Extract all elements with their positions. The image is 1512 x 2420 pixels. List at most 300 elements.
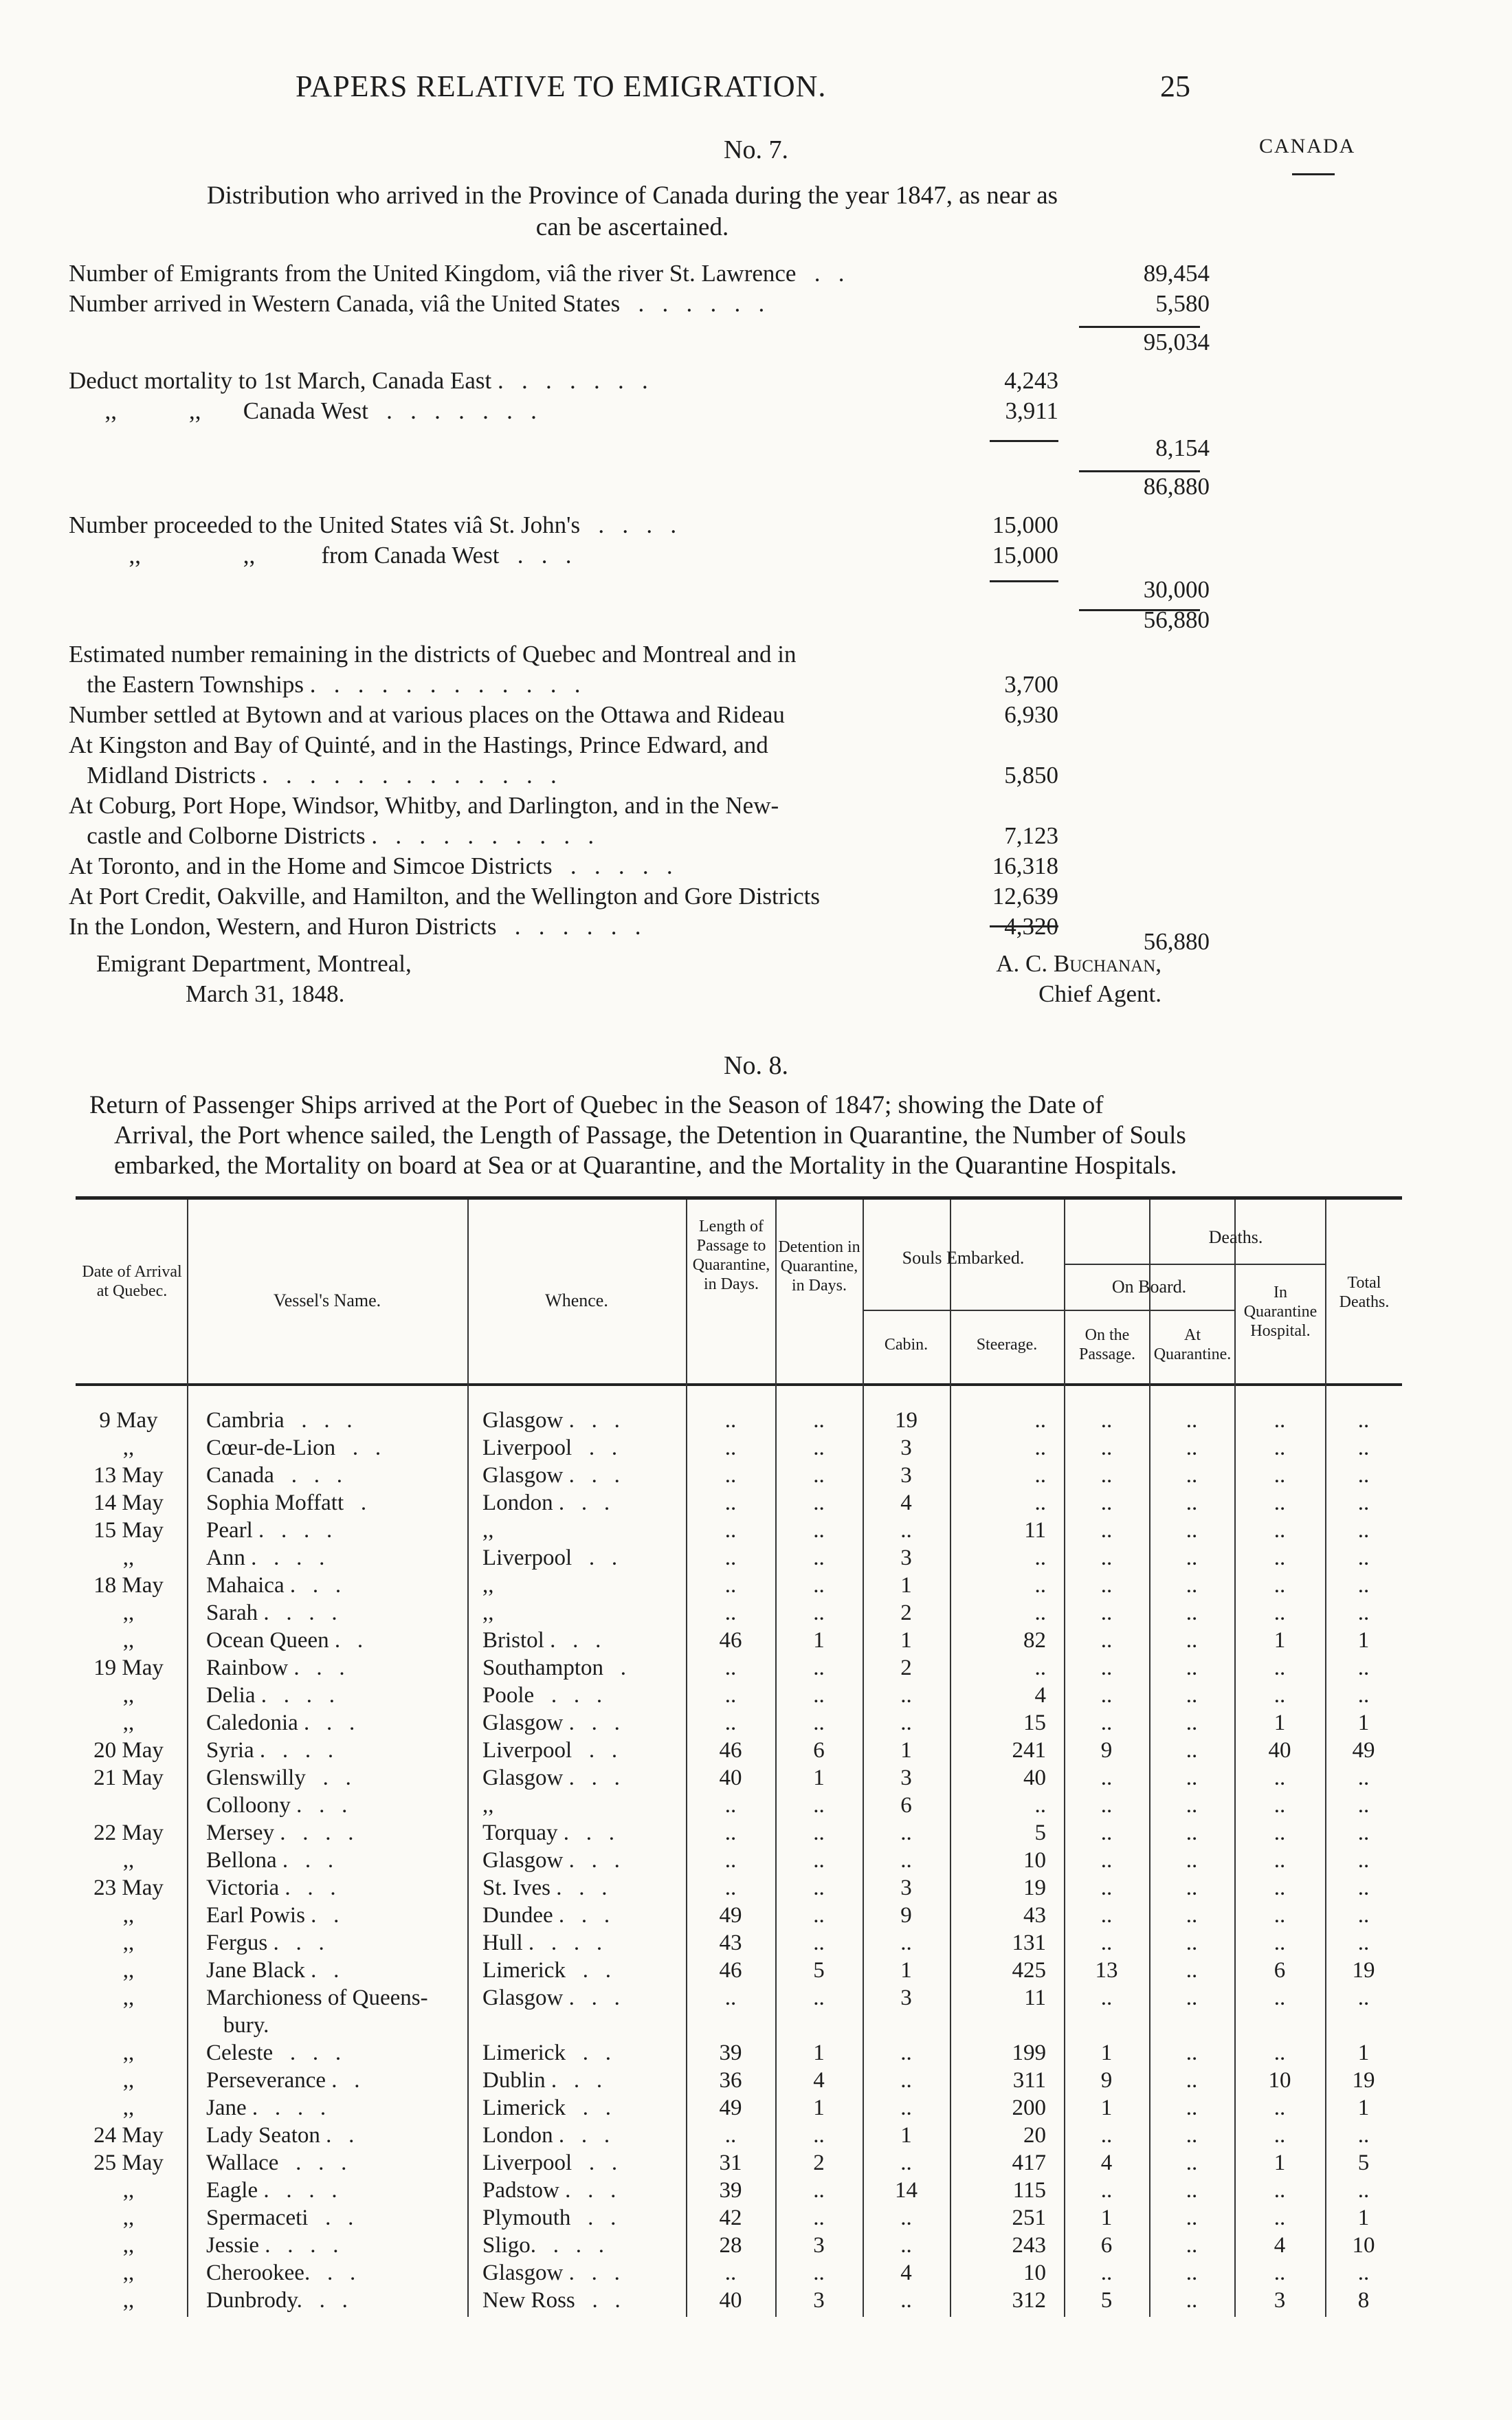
cell-hospital: ..: [1274, 1766, 1286, 1790]
col-header-whence: Whence.: [545, 1290, 608, 1310]
cell-detention: ..: [813, 2260, 825, 2285]
cell-on-passage: ..: [1100, 2123, 1113, 2148]
cell-total: ..: [1357, 1656, 1370, 1680]
cell-vessel: Bellona . . .: [206, 1848, 334, 1873]
cell-at-quarantine: ..: [1186, 2096, 1198, 2120]
cell-total: 49: [1352, 1738, 1375, 1763]
section8-title: [89, 1090, 1402, 1181]
cell-at-quarantine: ..: [1186, 2260, 1198, 2285]
cell-total: 10: [1352, 2233, 1375, 2258]
cell-cabin: 1: [900, 2123, 912, 2148]
cell-hospital: 4: [1274, 2233, 1286, 2258]
cell-detention: ..: [813, 2123, 825, 2148]
distribution-label: ,, ,, Canada West . . . . . . .: [69, 397, 537, 424]
table-header-rule: [76, 1383, 1402, 1386]
sum-rule: [1079, 470, 1200, 472]
cell-on-passage: ..: [1100, 1600, 1113, 1625]
cell-date: ,,: [122, 1546, 135, 1570]
cell-cabin: ..: [900, 2288, 912, 2313]
cell-date: 24 May: [93, 2123, 164, 2148]
cell-date: 19 May: [93, 1656, 164, 1680]
cell-on-passage: 1: [1100, 2096, 1113, 2120]
distribution-total: 95,034: [1143, 329, 1210, 355]
cell-hospital: ..: [1274, 1903, 1286, 1928]
distribution-row: [69, 258, 1210, 289]
cell-vessel: Jane Black . .: [206, 1958, 340, 1983]
cell-steerage: 311: [1012, 2068, 1046, 2093]
distribution-subtotal: 12,639: [992, 883, 1058, 910]
cell-on-passage: 1: [1100, 2206, 1113, 2230]
distribution-subtotal: 7,123: [1004, 822, 1058, 849]
cell-total: ..: [1357, 1903, 1370, 1928]
cell-steerage: 417: [1012, 2150, 1046, 2175]
cell-length: ..: [724, 1573, 737, 1598]
distribution-label: At Kingston and Bay of Quinté, and in the Hastings, Prince Edward, and: [69, 732, 768, 758]
deaths-subhead-rule: [1064, 1264, 1325, 1265]
cell-length: ..: [724, 1986, 737, 2010]
cell-on-passage: 1: [1100, 2040, 1113, 2065]
cell-length: ..: [724, 1546, 737, 1570]
col-header-on-passage: On the Passage.: [1079, 1326, 1135, 1363]
cell-detention: ..: [813, 1903, 825, 1928]
cell-vessel: Fergus . . .: [206, 1930, 324, 1955]
cell-length: 46: [719, 1958, 742, 1983]
distribution-label: Estimated number remaining in the districts of Quebec and Montreal and in: [69, 641, 797, 668]
cell-date: ,,: [122, 2096, 135, 2120]
cell-detention: 3: [813, 2288, 825, 2313]
cell-date: ,,: [122, 1436, 135, 1460]
cell-length: 49: [719, 2096, 742, 2120]
cell-vessel: Delia . . . .: [206, 1683, 335, 1708]
distribution-row: [69, 472, 1210, 502]
cell-detention: ..: [813, 1848, 825, 1873]
cell-detention: ..: [813, 1930, 825, 1955]
cell-on-passage: ..: [1100, 1656, 1113, 1680]
cell-vessel: Perseverance . .: [206, 2068, 360, 2093]
cell-cabin: ..: [900, 1710, 912, 1735]
cell-at-quarantine: ..: [1186, 1573, 1198, 1598]
cell-total: ..: [1357, 1573, 1370, 1598]
cell-hospital: 1: [1274, 1710, 1286, 1735]
distribution-total: 8,154: [1155, 434, 1210, 461]
cell-cabin: 2: [900, 1600, 912, 1625]
cell-cabin: 3: [900, 1876, 912, 1900]
cell-cabin: ..: [900, 2096, 912, 2120]
cell-on-passage: ..: [1100, 2260, 1113, 2285]
cell-vessel: Celeste . . .: [206, 2040, 342, 2065]
sum-rule: [1079, 609, 1200, 611]
table-top-rule: [76, 1196, 1402, 1200]
cell-cabin: ..: [900, 2150, 912, 2175]
cell-vessel: Syria . . . .: [206, 1738, 334, 1763]
distribution-subtotal: 5,850: [1004, 762, 1058, 789]
cell-whence: Liverpool . .: [482, 1738, 618, 1763]
cell-cabin: 2: [900, 1656, 912, 1680]
souls-subhead-rule: [863, 1310, 1064, 1311]
cell-whence: Plymouth . .: [482, 2206, 616, 2230]
cell-at-quarantine: ..: [1186, 1546, 1198, 1570]
cell-cabin: 1: [900, 1738, 912, 1763]
cell-hospital: ..: [1274, 1820, 1286, 1845]
cell-cabin: 1: [900, 1628, 912, 1653]
cell-hospital: ..: [1274, 2260, 1286, 2285]
signature-left-line1: Emigrant Department, Montreal,: [96, 950, 412, 977]
cell-total: 1: [1357, 2040, 1370, 2065]
cell-detention: ..: [813, 1600, 825, 1625]
cell-hospital: ..: [1274, 1656, 1286, 1680]
cell-length: 42: [719, 2206, 742, 2230]
distribution-row: [69, 575, 1210, 605]
cell-whence: Southampton .: [482, 1656, 627, 1680]
cell-steerage: 425: [1012, 1958, 1046, 1983]
cell-at-quarantine: ..: [1186, 2150, 1198, 2175]
cell-detention: 6: [813, 1738, 825, 1763]
cell-whence: Glasgow . . .: [482, 1408, 620, 1433]
cell-at-quarantine: ..: [1186, 1683, 1198, 1708]
cell-date: ,,: [122, 2040, 135, 2065]
cell-length: ..: [724, 2123, 737, 2148]
cell-vessel: bury.: [206, 2013, 269, 2038]
cell-vessel: Pearl . . . .: [206, 1518, 333, 1543]
cell-hospital: 10: [1268, 2068, 1291, 2093]
distribution-row: [69, 327, 1210, 358]
distribution-row: [69, 730, 1210, 760]
cell-steerage: 115: [1012, 2178, 1046, 2203]
cell-vessel: Dunbrody. . .: [206, 2288, 348, 2313]
cell-vessel: Rainbow . . .: [206, 1656, 345, 1680]
cell-length: ..: [724, 1656, 737, 1680]
cell-total: ..: [1357, 1876, 1370, 1900]
cell-total: ..: [1357, 1490, 1370, 1515]
onboard-subhead-rule: [1064, 1310, 1234, 1311]
cell-on-passage: ..: [1100, 1903, 1113, 1928]
cell-date: ,,: [122, 1710, 135, 1735]
cell-length: ..: [724, 1876, 737, 1900]
cell-date: 13 May: [93, 1463, 164, 1488]
cell-at-quarantine: ..: [1186, 1463, 1198, 1488]
cell-detention: ..: [813, 1683, 825, 1708]
cell-whence: Liverpool . .: [482, 1546, 618, 1570]
cell-vessel: Sarah . . . .: [206, 1600, 337, 1625]
cell-whence: ,,: [482, 1518, 494, 1543]
section8-title-line2: Arrival, the Port whence sailed, the Length of Passage, the Detention in Quarantine, the Number of Souls: [114, 1121, 1186, 1150]
cell-length: ..: [724, 2260, 737, 2285]
cell-steerage: ..: [1034, 1436, 1046, 1460]
cell-on-passage: 4: [1100, 2150, 1113, 2175]
cell-total: ..: [1357, 2178, 1370, 2203]
cell-cabin: 4: [900, 1490, 912, 1515]
col-header-date: Date of Arrival at Quebec.: [82, 1263, 182, 1300]
cell-hospital: 3: [1274, 2288, 1286, 2313]
cell-length: 36: [719, 2068, 742, 2093]
cell-length: ..: [724, 1436, 737, 1460]
distribution-subtotal: 15,000: [992, 542, 1058, 569]
cell-length: 46: [719, 1628, 742, 1653]
cell-hospital: ..: [1274, 1600, 1286, 1625]
section7-title: [82, 180, 1182, 243]
col-header-length: Length of Passage to Quarantine, in Days.: [692, 1218, 770, 1293]
signature-right-line1: A. C. Buchanan,: [996, 950, 1161, 977]
col-header-cabin: Cabin.: [884, 1336, 929, 1354]
cell-date: 14 May: [93, 1490, 164, 1515]
cell-length: 31: [719, 2150, 742, 2175]
cell-hospital: ..: [1274, 1463, 1286, 1488]
cell-detention: ..: [813, 1436, 825, 1460]
cell-cabin: 3: [900, 1986, 912, 2010]
col-header-steerage: Steerage.: [976, 1336, 1038, 1354]
cell-detention: 2: [813, 2150, 825, 2175]
cell-on-passage: 13: [1095, 1958, 1118, 1983]
cell-hospital: ..: [1274, 2123, 1286, 2148]
cell-steerage: ..: [1034, 1656, 1046, 1680]
cell-at-quarantine: ..: [1186, 2040, 1198, 2065]
cell-whence: Poole . . .: [482, 1683, 603, 1708]
distribution-label: In the London, Western, and Huron Districts . . . . . .: [69, 913, 641, 940]
distribution-label: Number of Emigrants from the United Kingdom, viâ the river St. Lawrence . .: [69, 260, 845, 287]
cell-hospital: ..: [1274, 1436, 1286, 1460]
distribution-subtotal: 6,930: [1004, 701, 1058, 728]
cell-vessel: Spermaceti . .: [206, 2206, 354, 2230]
cell-hospital: ..: [1274, 1876, 1286, 1900]
cell-date: ,,: [122, 1986, 135, 2010]
cell-steerage: 10: [1023, 1848, 1046, 1873]
sum-rule: [1079, 326, 1200, 328]
cell-at-quarantine: ..: [1186, 2206, 1198, 2230]
cell-vessel: Lady Seaton . .: [206, 2123, 355, 2148]
cell-total: ..: [1357, 1766, 1370, 1790]
cell-at-quarantine: ..: [1186, 2068, 1198, 2093]
cell-date: ,,: [122, 2068, 135, 2093]
cell-vessel: Canada . . .: [206, 1463, 342, 1488]
cell-on-passage: ..: [1100, 1986, 1113, 2010]
cell-at-quarantine: ..: [1186, 1628, 1198, 1653]
cell-cabin: 1: [900, 1958, 912, 1983]
col-divider: [467, 1200, 469, 2317]
cell-total: 19: [1352, 1958, 1375, 1983]
cell-date: 25 May: [93, 2150, 164, 2175]
cell-steerage: 199: [1012, 2040, 1046, 2065]
cell-vessel: Earl Powis . .: [206, 1903, 340, 1928]
cell-cabin: ..: [900, 1820, 912, 1845]
distribution-label: At Toronto, and in the Home and Simcoe Districts . . . . .: [69, 852, 673, 879]
cell-steerage: ..: [1034, 1490, 1046, 1515]
cell-steerage: 40: [1023, 1766, 1046, 1790]
cell-detention: ..: [813, 1820, 825, 1845]
distribution-row: [69, 510, 1210, 540]
cell-total: 8: [1357, 2288, 1370, 2313]
cell-cabin: ..: [900, 2233, 912, 2258]
cell-whence: Limerick . .: [482, 2040, 611, 2065]
distribution-row: [69, 670, 1210, 700]
cell-vessel: Cherookee. . .: [206, 2260, 356, 2285]
cell-detention: ..: [813, 1793, 825, 1818]
page-number: 25: [1160, 69, 1190, 103]
col-header-detention: Detention in Quarantine, in Days.: [778, 1238, 860, 1295]
cell-length: ..: [724, 1710, 737, 1735]
cell-detention: ..: [813, 1656, 825, 1680]
cell-at-quarantine: ..: [1186, 2178, 1198, 2203]
cell-date: ,,: [122, 1600, 135, 1625]
signature-left-line2: March 31, 1848.: [186, 980, 345, 1007]
cell-date: 18 May: [93, 1573, 164, 1598]
cell-on-passage: ..: [1100, 1683, 1113, 1708]
cell-at-quarantine: ..: [1186, 1876, 1198, 1900]
cell-at-quarantine: ..: [1186, 1490, 1198, 1515]
cell-vessel: Mersey . . . .: [206, 1820, 354, 1845]
distribution-total: 5,580: [1155, 290, 1210, 317]
cell-hospital: ..: [1274, 2040, 1286, 2065]
sum-rule: [990, 440, 1058, 442]
cell-hospital: 1: [1274, 2150, 1286, 2175]
cell-vessel: Jane . . . .: [206, 2096, 326, 2120]
cell-total: ..: [1357, 1820, 1370, 1845]
cell-detention: ..: [813, 1518, 825, 1543]
col-divider: [187, 1200, 188, 2317]
cell-on-passage: ..: [1100, 1573, 1113, 1598]
distribution-label: Midland Districts . . . . . . . . . . . . .: [69, 762, 557, 789]
cell-total: ..: [1357, 1848, 1370, 1873]
cell-total: ..: [1357, 1463, 1370, 1488]
cell-vessel: Sophia Moffatt .: [206, 1490, 367, 1515]
distribution-row: [69, 639, 1210, 670]
distribution-row: [69, 366, 1210, 396]
cell-cabin: 3: [900, 1436, 912, 1460]
cell-vessel: Cambria . . .: [206, 1408, 353, 1433]
cell-whence: St. Ives . . .: [482, 1876, 608, 1900]
cell-total: ..: [1357, 1518, 1370, 1543]
cell-on-passage: ..: [1100, 1463, 1113, 1488]
cell-on-passage: ..: [1100, 1710, 1113, 1735]
cell-on-passage: 9: [1100, 1738, 1113, 1763]
section8-number: No. 8.: [724, 1051, 788, 1080]
cell-total: ..: [1357, 1436, 1370, 1460]
cell-at-quarantine: ..: [1186, 1518, 1198, 1543]
cell-steerage: 82: [1023, 1628, 1046, 1653]
section7-title-line1: Distribution who arrived in the Province of Canada during the year 1847, as near as: [206, 182, 1058, 210]
cell-hospital: ..: [1274, 2206, 1286, 2230]
distribution-total: 30,000: [1143, 576, 1210, 603]
distribution-label: castle and Colborne Districts . . . . . . . . . .: [69, 822, 594, 849]
cell-on-passage: 5: [1100, 2288, 1113, 2313]
margin-rule: [1292, 173, 1335, 175]
distribution-row: [69, 700, 1210, 730]
cell-whence: ,,: [482, 1600, 494, 1625]
distribution-subtotal: 4,243: [1004, 367, 1058, 394]
distribution-label: Number settled at Bytown and at various places on the Ottawa and Rideau: [69, 701, 785, 728]
cell-cabin: ..: [900, 1930, 912, 1955]
cell-total: 5: [1357, 2150, 1370, 2175]
cell-length: 28: [719, 2233, 742, 2258]
cell-hospital: ..: [1274, 1683, 1286, 1708]
signature-right: [887, 949, 1161, 1009]
distribution-label: At Port Credit, Oakville, and Hamilton, and the Wellington and Gore Districts: [69, 883, 821, 910]
distribution-label: Number proceeded to the United States viâ St. John's . . . .: [69, 512, 677, 538]
cell-date: ,,: [122, 1848, 135, 1873]
cell-steerage: 15: [1023, 1710, 1046, 1735]
cell-hospital: ..: [1274, 1848, 1286, 1873]
cell-whence: Sligo. . . .: [482, 2233, 604, 2258]
signature-left: [96, 949, 412, 1009]
distribution-total: 89,454: [1143, 260, 1210, 287]
cell-hospital: ..: [1274, 1986, 1286, 2010]
cell-at-quarantine: ..: [1186, 1820, 1198, 1845]
cell-cabin: 1: [900, 1573, 912, 1598]
cell-vessel: Glenswilly . .: [206, 1766, 351, 1790]
cell-at-quarantine: ..: [1186, 2233, 1198, 2258]
cell-detention: ..: [813, 1573, 825, 1598]
cell-date: ,,: [122, 2206, 135, 2230]
cell-detention: ..: [813, 1463, 825, 1488]
cell-whence: Glasgow . . .: [482, 1766, 620, 1790]
cell-date: ,,: [122, 1683, 135, 1708]
cell-cabin: 19: [895, 1408, 918, 1433]
cell-length: ..: [724, 1683, 737, 1708]
cell-steerage: 131: [1012, 1930, 1046, 1955]
distribution-row: [69, 289, 1210, 319]
col-header-at-quarantine: At Quarantine.: [1153, 1326, 1232, 1363]
cell-hospital: ..: [1274, 1408, 1286, 1433]
distribution-total: 86,880: [1143, 473, 1210, 500]
cell-detention: 5: [813, 1958, 825, 1983]
cell-cabin: ..: [900, 1848, 912, 1873]
cell-vessel: Colloony . . .: [206, 1793, 348, 1818]
cell-hospital: ..: [1274, 2096, 1286, 2120]
cell-total: ..: [1357, 1986, 1370, 2010]
cell-steerage: 5: [1034, 1820, 1046, 1845]
cell-steerage: 200: [1012, 2096, 1046, 2120]
cell-hospital: 40: [1268, 1738, 1291, 1763]
distribution-row: [69, 433, 1210, 463]
distribution-total: 56,880: [1143, 606, 1210, 633]
cell-detention: 4: [813, 2068, 825, 2093]
cell-on-passage: ..: [1100, 1546, 1113, 1570]
cell-at-quarantine: ..: [1186, 1793, 1198, 1818]
cell-length: 39: [719, 2178, 742, 2203]
cell-total: 1: [1357, 2096, 1370, 2120]
running-title: PAPERS RELATIVE TO EMIGRATION.: [296, 69, 827, 103]
cell-total: ..: [1357, 1793, 1370, 1818]
cell-length: 49: [719, 1903, 742, 1928]
cell-at-quarantine: ..: [1186, 1656, 1198, 1680]
cell-cabin: 3: [900, 1766, 912, 1790]
cell-on-passage: ..: [1100, 1820, 1113, 1845]
distribution-row: [69, 791, 1210, 821]
cell-length: 40: [719, 1766, 742, 1790]
cell-on-passage: ..: [1100, 1766, 1113, 1790]
distribution-label: the Eastern Townships . . . . . . . . . . . .: [69, 671, 581, 698]
cell-detention: 1: [813, 1766, 825, 1790]
distribution-row: [69, 540, 1210, 571]
distribution-subtotal: 15,000: [992, 512, 1058, 538]
cell-whence: Glasgow . . .: [482, 1986, 620, 2010]
col-header-total: Total Deaths.: [1339, 1274, 1390, 1311]
cell-cabin: 4: [900, 2260, 912, 2285]
cell-whence: Bristol . . .: [482, 1628, 601, 1653]
cell-whence: Limerick . .: [482, 1958, 611, 1983]
col-header-vessel: Vessel's Name.: [273, 1290, 381, 1310]
cell-vessel: Jessie . . . .: [206, 2233, 339, 2258]
cell-date: ,,: [122, 2178, 135, 2203]
cell-at-quarantine: ..: [1186, 1710, 1198, 1735]
cell-at-quarantine: ..: [1186, 1766, 1198, 1790]
cell-date: 23 May: [93, 1876, 164, 1900]
cell-total: 1: [1357, 2206, 1370, 2230]
cell-total: 1: [1357, 1710, 1370, 1735]
cell-length: ..: [724, 1518, 737, 1543]
cell-steerage: 241: [1012, 1738, 1046, 1763]
cell-total: ..: [1357, 1546, 1370, 1570]
cell-steerage: 11: [1024, 1986, 1046, 2010]
